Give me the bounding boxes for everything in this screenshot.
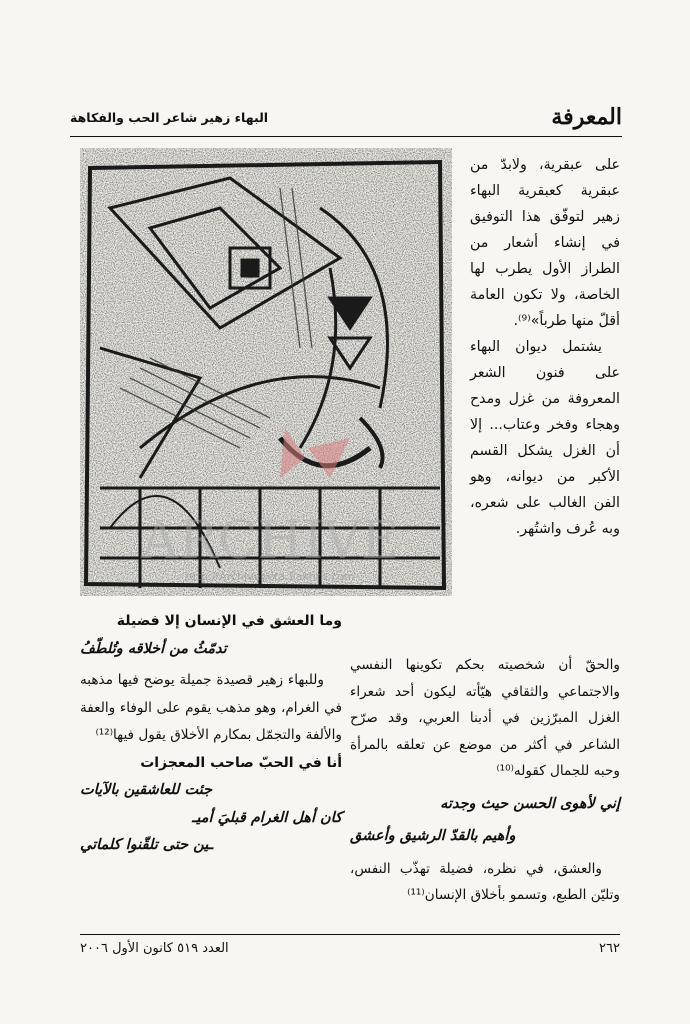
- paragraph: وللبهاء زهير قصيدة جميلة يوضح فيها مذهبه في الغرام، وهو مذهب يقوم على الوفاء والعفة والألفة والتجمّل بمكارم الأخلاق يقول فيها⁽¹²⁾: [80, 672, 342, 743]
- watermark-text: ARCHIVE: [141, 511, 399, 571]
- paragraph: على عبقرية، ولابدّ من عبقرية كعبقرية البهاء زهير لتوفّق هذا التوفيق في إنشاء أشعار من الطراز الأول يطرب لها الخاصة، ولا تكون العامة أقلّ منها طرباً»⁽⁹⁾.: [470, 157, 620, 329]
- verse-line: كان أهل الغرام قبليَ أميـ: [192, 809, 342, 826]
- verse-line: ـين حتى تلقّنوا كلماتي: [80, 837, 213, 853]
- page-footer: [80, 934, 620, 957]
- watermark-url: http://Archivebeta.Sakhrit.com: [185, 570, 355, 583]
- right-column-bottom: [350, 652, 620, 909]
- illustration: [80, 148, 452, 596]
- verse-line: أنا في الحبّ صاحب المعجزات: [140, 754, 342, 771]
- magazine-logo: المعرفة: [551, 104, 622, 130]
- verse-line: إني لأهوى الحسن حيث وجدته: [440, 795, 620, 812]
- page-number: ٢٦٢: [599, 941, 620, 956]
- archive-watermark: [80, 148, 452, 596]
- paragraph: والعشق، في نظره، فضيلة تهذّب النفس، وتليّن الطبع، وتسمو بأخلاق الإنسان⁽¹¹⁾: [350, 860, 620, 903]
- paragraph: يشتمل ديوان البهاء على فنون الشعر المعروفة من غزل ومدح وهجاء وفخر وعتاب... إلا أن الغزل يشكل القسم الأكبر من ديوانه، وهو الفن الغالب على شعره، وبه عُرف واشتُهر.: [470, 339, 620, 537]
- verse-line: جئت للعاشقين بالآيات: [80, 782, 213, 798]
- paragraph: والحقّ أن شخصيته بحكم تكوينها النفسي والاجتماعي والثقافي هيّأته ليكون أحد شعراء الغزل المبرّزين في أدبنا العربي، وقد صرّح الشاعر في أكثر من موضع عن تعلقه بالمرأة وحبه للجمال كقوله⁽¹⁰⁾: [350, 657, 620, 779]
- page-header: [70, 102, 622, 137]
- left-column-bottom: [80, 608, 342, 860]
- verse-line: وأهيم بالقدّ الرشيق وأعشق: [350, 828, 516, 844]
- verse-line: وما العشق في الإنسان إلا فضيلة: [116, 613, 342, 629]
- right-column-top: [470, 152, 620, 542]
- verse-line: تدمّثُ من أخلاقه وتُلطّفُ: [80, 640, 227, 657]
- issue-info: العدد ٥١٩ كانون الأول ٢٠٠٦: [80, 941, 229, 956]
- running-title: البهاء زهير شاعر الحب والفكاهة: [70, 110, 269, 125]
